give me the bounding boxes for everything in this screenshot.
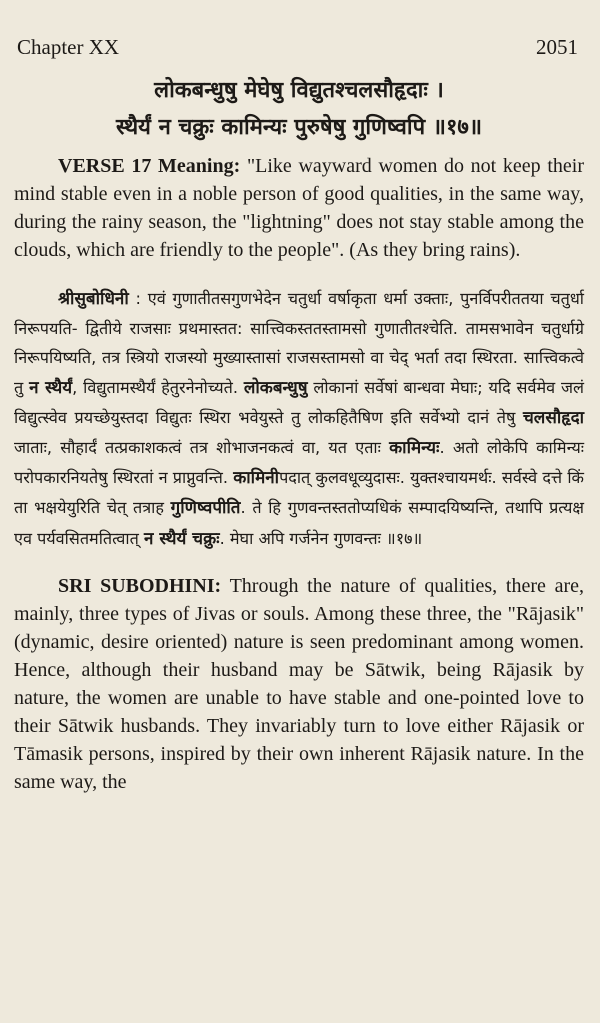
chapter-title: Chapter XX [17,35,120,59]
sanskrit-verse [14,72,584,146]
verse-line-1: लोकबन्धुषु मेघेषु विद्युतश्चलसौहृदाः । [154,78,444,103]
sanskrit-commentary [14,284,584,554]
commentary-text-7: . ते हि गुणवन्तस्ततोप्यधिकं सम्पादयिष्यन्ति, तथापि प्रत्यक्ष एव पर्यवसितमतित्वात् [14,498,584,548]
commentary-term-2: लोकबन्धुषु [243,377,308,398]
commentary-term-1: न स्थैर्यं [29,377,73,398]
verse-line-2: स्थैर्यं न चक्रुः कामिन्यः पुरुषेषु गुणिष्वपि ॥१७॥ [115,115,483,140]
commentary-text-6: पदात् कुलवधूव्युदासः. युक्तश्चायमर्थः. सर्वस्वे दत्ते किं ता भक्षयेयुरिति चेत् तत्राह [14,468,584,518]
commentary-text-2: , विद्युतामस्थैर्यं हेतुरनेनोच्यते. [72,377,244,397]
verse-meaning-label: VERSE 17 Meaning: [58,155,241,177]
commentary-term-4: कामिन्यः [389,438,440,459]
commentary-text-3: लोकानां सर्वेषां बान्धवा मेघाः; यदि सर्वमेव जलं विद्युत्स्वेव प्रयच्छेयुस्तदा विद्युतः स्थिरा भवेयुस्ते तु लोकहितैषिण इति सर्वेभ्यो दानं तेषु [14,377,584,427]
commentary-text-8: . मेघा अपि गर्जनेन गुणवन्तः ॥१७॥ [219,528,423,548]
commentary-term-6: गुणिष्वपीति [170,498,241,519]
subodhini-paragraph [14,572,584,796]
commentary-text-5: . अतो लोकेपि कामिन्यः परोपकारनियतेषु स्थिरतां न प्राप्नुवन्ति. [14,438,585,488]
commentary-term-5: कामिनी [233,468,280,489]
page-number: 2051 [536,35,578,59]
verse-meaning-text: "Like wayward women do not keep their mind stable even in a noble person of good qualities, in the same way, during the rainy season, the "lightning" does not stay stable among the clouds, which are friendly to the people". (As they bring rains). [14,155,585,261]
commentary-text-1: : एवं गुणातीतसगुणभेदेन चतुर्धा वर्षाकृता धर्मा उक्ताः, पुनर्विपरीततया चतुर्धा निरूपयति- द्वितीये राजसाः प्रथमास्तत: सात्त्विकस्ततस्तामसो गुणातीतश्चेति. तामसभावेन चतुर्धाग्रे निरूपयिष्यति, तत्र स्त्रियो राजस्यो मुख्यास्तासां राजसस्तामसो वा चेद् भर्ता तदा स्थिरता. सात्त्विकत्वे तु [14,289,584,397]
commentary-label: श्रीसुबोधिनी [58,289,129,309]
commentary-text-4: जाताः, सौहार्दं तत्प्रकाशकत्वं तत्र शोभाजनकत्वं वा, यत एताः [14,438,390,458]
subodhini-label: SRI SUBODHINI: [58,574,222,597]
page-header [14,30,584,58]
commentary-term-3: चलसौहृदा [523,407,584,428]
subodhini-text: Through the nature of qualities, there are, mainly, three types of Jivas or souls. Among these three, the "Rājasik" (dynamic, desire oriented) nature is seen predominant among women. Hence, although their husband may be Sātwik, being Rājasik by nature, the women are unable to have stable and one-pointed love to their Sātwik husbands. They invariably turn to love either Rājasik or Tāmasik persons, inspired by their own inherent Rājasik nature. In the same way, the [14,574,585,793]
verse-meaning [14,152,584,264]
commentary-term-7: न स्थैर्यं चक्रुः [144,528,220,549]
